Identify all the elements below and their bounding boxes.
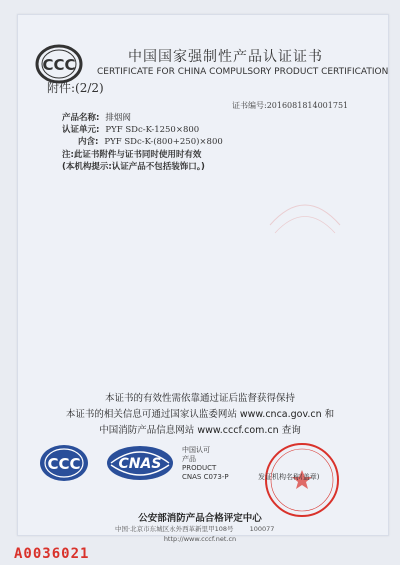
certificate-number: 证书编号:2016081814001751 <box>232 101 349 110</box>
covers-label: 内含: <box>78 137 99 147</box>
footer-query-line: 中国消防产品信息网站 www.cccf.com.cn 查询 <box>99 425 301 436</box>
faint-stamp-icon <box>260 185 350 245</box>
center-address <box>115 524 274 533</box>
unit-label: 认证单元: <box>62 125 100 135</box>
unit-row <box>62 123 199 135</box>
svg-text:CCC: CCC <box>42 56 76 74</box>
seal-caption: 发证机构名称(盖章) <box>258 473 320 481</box>
serial-number: A0036021 <box>14 546 90 562</box>
cnas-label-cn1: 中国认可 <box>182 446 210 454</box>
cnas-accreditation-text <box>182 446 229 482</box>
cnas-logo-text: CNAS <box>118 456 162 472</box>
covers-row <box>78 135 223 147</box>
footer-validity-line: 本证书的有效性需依靠通过证后监督获得保持 <box>104 393 295 404</box>
certificate-title-en: CERTIFICATE FOR CHINA COMPULSORY PRODUCT CERTIFICATION <box>97 67 389 77</box>
ccc-badge-icon <box>38 443 90 483</box>
cnas-label-cn2: 产品 <box>182 455 196 463</box>
address-text: 中国·北京市东城区永外西革新里甲108号 <box>115 525 234 533</box>
ccc-logo-icon <box>35 44 83 84</box>
cnas-code: CNAS C073-P <box>182 473 229 481</box>
appendix-label: 附件:(2/2) <box>47 81 104 95</box>
covers-value: PYF SDc-K-(800+250)×800 <box>104 137 223 147</box>
cnas-label-en: PRODUCT <box>182 464 217 472</box>
center-website: http://www.cccf.net.cn <box>163 535 237 543</box>
postcode-text: 100077 <box>249 525 275 533</box>
product-name-value: 排烟阀 <box>105 113 131 123</box>
issuing-center-name: 公安部消防产品合格评定中心 <box>138 513 262 524</box>
note-validity: 注:此证书附件与证书同时使用时有效 <box>62 150 202 160</box>
note-institution: (本机构提示:认证产品不包括装饰口。) <box>62 162 205 172</box>
product-name-row <box>62 111 131 123</box>
product-name-label: 产品名称: <box>62 113 100 123</box>
footer-info-line: 本证书的相关信息可通过国家认监委网站 www.cnca.gov.cn 和 <box>65 409 335 420</box>
svg-text:CCC: CCC <box>47 455 81 473</box>
certificate-title-cn: 中国国家强制性产品认证证书 <box>128 49 323 65</box>
unit-value: PYF SDc-K-1250×800 <box>105 125 200 135</box>
